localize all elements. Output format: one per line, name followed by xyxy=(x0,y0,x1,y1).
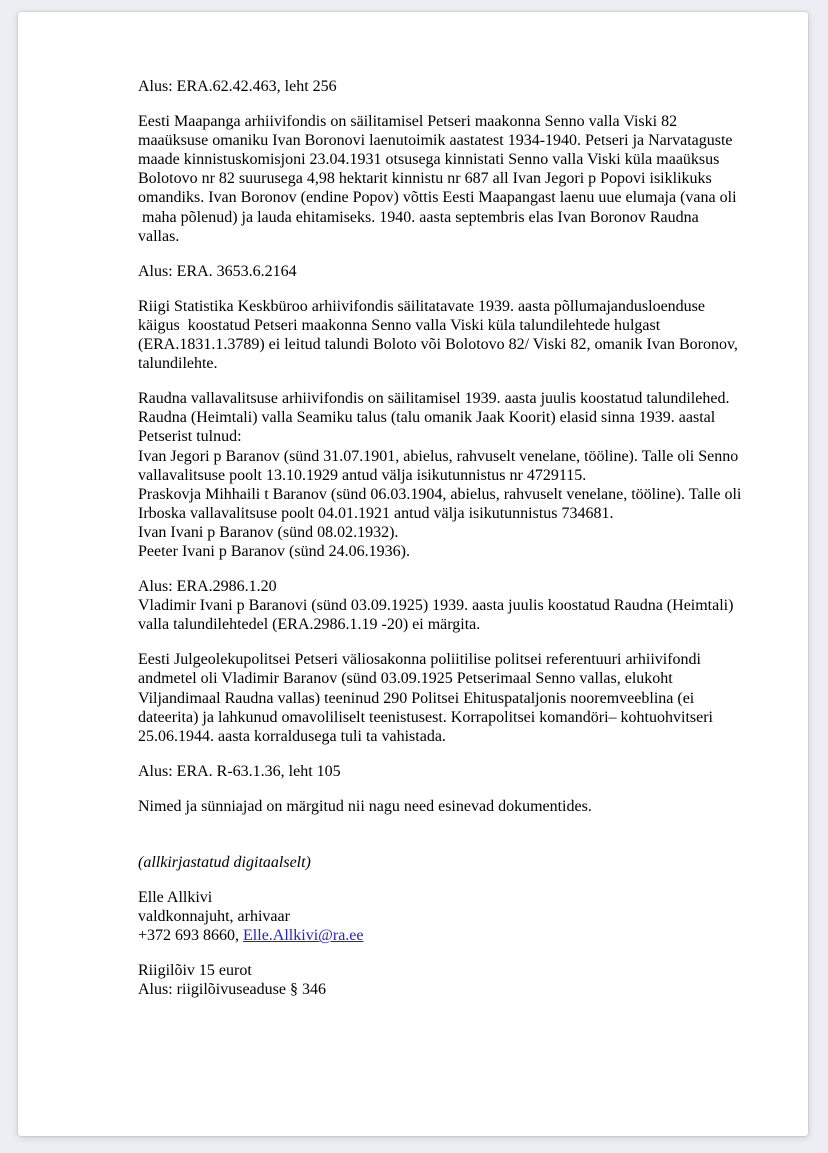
text-line: Petserist tulnud: xyxy=(138,428,242,446)
text-line: valdkonnajuht, arhivaar xyxy=(138,908,290,926)
text-line: Eesti Maapanga arhiivifondis on säilitamisel Petseri maakonna Senno valla Viski 82 xyxy=(138,113,678,131)
text-line: Peeter Ivani p Baranov (sünd 24.06.1936). xyxy=(138,542,410,560)
text-line: Nimed ja sünniajad on märgitud nii nagu need esinevad dokumentides. xyxy=(138,797,592,815)
text-line: Alus: ERA. R-63.1.36, leht 105 xyxy=(138,762,341,780)
text-line: talundilehte. xyxy=(138,355,218,373)
text-line: Raudna (Heimtali) valla Seamiku talus (talu omanik Jaak Koorit) elasid sinna 1939. aastal xyxy=(138,409,716,427)
text-line: Praskovja Mihhaili t Baranov (sünd 06.03.1904, abielus, rahvuselt venelane, tööline). Talle oli xyxy=(138,485,742,503)
state-fee-block xyxy=(138,961,768,999)
text-line: Vladimir Ivani p Baranovi (sünd 03.09.1925) 1939. aasta juulis koostatud Raudna (Heimtali) xyxy=(138,597,734,615)
text-line: dateerita) ja lahkunud omavoliliselt teenistusest. Korrapolitsei komandöri– kohtuohvitseri xyxy=(138,708,713,726)
text-line: Ivan Jegori p Baranov (sünd 31.07.1901, abielus, rahvuselt venelane, tööline). Talle oli Senno xyxy=(138,447,739,465)
text-line: Alus: riigilõivuseaduse § 346 xyxy=(138,981,326,999)
names-note xyxy=(138,797,768,816)
text-line: vallavalitsuse poolt 13.10.1929 antud välja isikutunnistus nr 4729115. xyxy=(138,466,587,484)
source-ref-1 xyxy=(138,77,768,96)
text-line: maaüksuse omaniku Ivan Boronovi laenutoimik aastatest 1934-1940. Petseri ja Narvataguste xyxy=(138,132,733,150)
digital-signature-note xyxy=(138,853,768,872)
signer-block xyxy=(138,888,768,945)
text-line: omandiks. Ivan Boronov (endine Popov) võttis Eesti Maapangast laenu uue elumaja (vana oli xyxy=(138,189,737,207)
text-line: Alus: ERA.62.42.463, leht 256 xyxy=(138,78,337,95)
text-line: käigus koostatud Petseri maakonna Senno valla Viski küla talundilehtede hulgast xyxy=(138,316,661,334)
source-ref-2 xyxy=(138,262,768,281)
document-page xyxy=(18,12,808,1136)
text-line: Alus: ERA.2986.1.20 xyxy=(138,578,277,596)
source-ref-3-paragraph xyxy=(138,577,768,634)
text-line: Elle Allkivi xyxy=(138,889,213,907)
text-line: Riigi Statistika Keskbüroo arhiivifondis säilitatavate 1939. aasta põllumajandusloenduse xyxy=(138,297,706,315)
text-line: vallas. xyxy=(138,227,180,245)
text-line xyxy=(138,926,768,945)
text-line: Riigilõiv 15 eurot xyxy=(138,962,252,980)
statistika-paragraph xyxy=(138,297,768,373)
text-line: maade kinnistuskomisjoni 23.04.1931 otsusega kinnistati Senno valla Viski küla maaüksus xyxy=(138,151,720,169)
maapank-paragraph xyxy=(138,112,768,246)
text-line: Ivan Ivani p Baranov (sünd 08.02.1932). xyxy=(138,523,399,541)
text-line: (allkirjastatud digitaalselt) xyxy=(138,854,311,871)
text-line: Eesti Julgeolekupolitsei Petseri väliosakonna poliitilise politsei referentuuri arhiivifondi xyxy=(138,651,701,669)
text-line: (ERA.1831.1.3789) ei leitud talundi Boloto või Bolotovo 82/ Viski 82, omanik Ivan Boronov, xyxy=(138,336,738,354)
julgeolekupolitsei-paragraph xyxy=(138,650,768,745)
raudna-paragraph xyxy=(138,389,768,561)
text-line: Raudna vallavalitsuse arhiivifondis on säilitamisel 1939. aasta juulis koostatud talundilehed. xyxy=(138,390,730,408)
document-body xyxy=(138,77,768,1000)
text-line: Alus: ERA. 3653.6.2164 xyxy=(138,262,297,280)
text-line: maha põlenud) ja lauda ehitamiseks. 1940. aasta septembris elas Ivan Boronov Raudna xyxy=(138,208,699,226)
text-line: Viljandimaal Raudna vallas) teeninud 290 Politsei Ehituspataljonis nooremveeblina (ei xyxy=(138,689,695,707)
text-line: Bolotovo nr 82 suurusega 4,98 hektarit kinnistu nr 687 all Ivan Jegori p Popovi isiklikuks xyxy=(138,170,712,188)
email-link[interactable]: Elle.Allkivi@ra.ee xyxy=(243,927,364,945)
text-line: 25.06.1944. aasta korraldusega tuli ta vahistada. xyxy=(138,727,446,745)
text-line: Irboska vallavalitsuse poolt 04.01.1921 antud välja isikutunnistus 734681. xyxy=(138,504,614,522)
text-line: valla talundilehtedel (ERA.2986.1.19 -20) ei märgita. xyxy=(138,616,481,634)
source-ref-4 xyxy=(138,762,768,781)
text-line: andmetel oli Vladimir Baranov (sünd 03.09.1925 Petserimaal Senno vallas, elukoht xyxy=(138,670,673,688)
text-segment: +372 693 8660, xyxy=(138,927,244,945)
